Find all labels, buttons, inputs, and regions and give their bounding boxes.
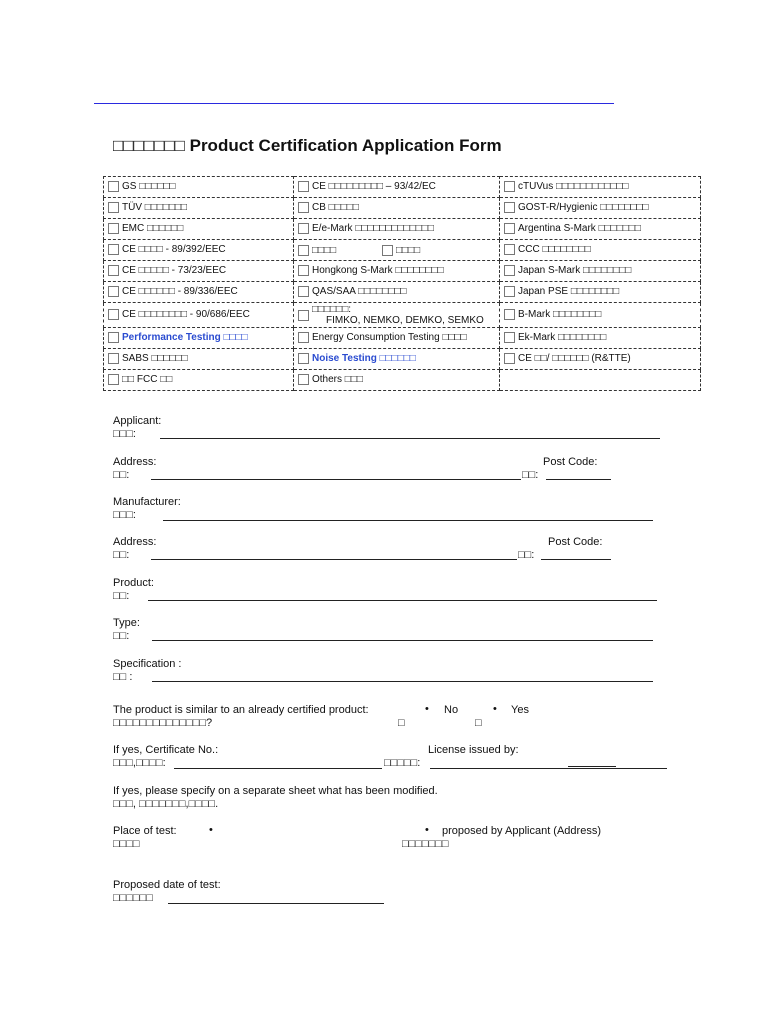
checkbox[interactable]: [504, 223, 515, 234]
checkbox[interactable]: [108, 353, 119, 364]
checkbox[interactable]: [298, 202, 309, 213]
manufacturer-address-label: Address:: [113, 536, 157, 548]
checkbox[interactable]: [298, 332, 309, 343]
option-hongkong-s-mark[interactable]: Hongkong S-Mark □□□□□□□□: [294, 261, 500, 282]
checkbox[interactable]: [298, 265, 309, 276]
option-emc[interactable]: EMC □□□□□□: [104, 219, 294, 240]
applicant-label: Applicant:: [113, 415, 162, 427]
certificate-no-field[interactable]: [174, 768, 382, 769]
checkbox[interactable]: [298, 286, 309, 297]
address-label: Address:: [113, 456, 157, 468]
nordic-marks: FIMKO, NEMKO, DEMKO, SEMKO: [326, 315, 484, 326]
option-pair: [294, 240, 500, 261]
license-issued-underline: [568, 766, 616, 767]
similar-question-cn: □□□□□□□□□□□□□□?: [113, 717, 213, 729]
checkbox[interactable]: [382, 245, 393, 256]
checkbox[interactable]: [504, 181, 515, 192]
manufacturer-label-cn: □□□:: [113, 509, 136, 521]
postcode-label-cn: □□:: [522, 469, 539, 481]
manufacturer-address-label-cn: □□:: [113, 549, 130, 561]
certification-grid: [103, 176, 701, 391]
checkbox[interactable]: [298, 245, 309, 256]
option-gost-r[interactable]: GOST-R/Hygienic □□□□□□□□: [500, 198, 701, 219]
manufacturer-postcode-label: Post Code:: [548, 536, 603, 548]
checkbox[interactable]: [504, 265, 515, 276]
option-ek-mark[interactable]: Ek-Mark □□□□□□□□: [500, 328, 701, 349]
product-field[interactable]: [148, 600, 657, 601]
type-label-cn: □□:: [113, 630, 130, 642]
checkbox[interactable]: [504, 202, 515, 213]
similar-question: The product is similar to an already certified product:: [113, 704, 369, 716]
manufacturer-label: Manufacturer:: [113, 496, 181, 508]
option-ccc[interactable]: CCC □□□□□□□□: [500, 240, 701, 261]
modified-note-cn: □□□, □□□□□□□,□□□□.: [113, 798, 219, 810]
checkbox[interactable]: [108, 202, 119, 213]
option-sabs[interactable]: SABS □□□□□□: [104, 349, 294, 370]
bullet-icon: •: [425, 824, 429, 836]
checkbox[interactable]: [108, 332, 119, 343]
option-ce-ppe[interactable]: CE □□□□□□□□ - 90/686/EEC: [104, 303, 294, 328]
checkbox[interactable]: [504, 286, 515, 297]
option-nordic[interactable]: [294, 303, 500, 328]
checkbox[interactable]: [504, 353, 515, 364]
option-ce-rtte[interactable]: CE □□/ □□□□□□ (R&TTE): [500, 349, 701, 370]
option-ce-machinery[interactable]: CE □□□□ - 89/392/EEC: [104, 240, 294, 261]
checkbox[interactable]: [108, 244, 119, 255]
checkbox[interactable]: [298, 181, 309, 192]
manufacturer-postcode-label-cn: □□:: [518, 549, 535, 561]
option-noise-testing[interactable]: Noise Testing □□□□□□: [294, 349, 500, 370]
option-pair-a[interactable]: □□□□: [298, 245, 382, 256]
page-title: □□□□□□□ Product Certification Application Form: [113, 136, 502, 155]
checkbox[interactable]: [504, 332, 515, 343]
product-label-cn: □□:: [113, 590, 130, 602]
bullet-icon: •: [493, 703, 497, 715]
checkbox[interactable]: [298, 223, 309, 234]
postcode-field[interactable]: [546, 479, 611, 480]
applicant-field[interactable]: [160, 438, 660, 439]
manufacturer-field[interactable]: [163, 520, 653, 521]
option-b-mark[interactable]: B-Mark □□□□□□□□: [500, 303, 701, 328]
checkbox[interactable]: [108, 286, 119, 297]
option-fcc[interactable]: □□ FCC □□: [104, 370, 294, 391]
nordic-label: □□□□□□:: [312, 304, 352, 315]
place-of-test-label-cn: □□□□: [113, 838, 140, 850]
specification-field[interactable]: [152, 681, 653, 682]
license-issued-label: License issued by:: [428, 744, 519, 756]
top-rule: [94, 103, 614, 104]
certificate-no-label: If yes, Certificate No.:: [113, 744, 219, 756]
manufacturer-postcode-field[interactable]: [541, 559, 611, 560]
proposed-date-label-cn: □□□□□□: [113, 892, 153, 904]
place-of-test-label: Place of test:: [113, 825, 177, 837]
option-ce-emc[interactable]: CE □□□□□□ - 89/336/EEC: [104, 282, 294, 303]
bullet-icon: •: [209, 824, 213, 836]
option-qas-saa[interactable]: QAS/SAA □□□□□□□□: [294, 282, 500, 303]
address-label-cn: □□:: [113, 469, 130, 481]
address-field[interactable]: [151, 479, 521, 480]
checkbox[interactable]: [298, 310, 309, 321]
checkbox[interactable]: [108, 223, 119, 234]
checkbox[interactable]: [504, 309, 515, 320]
specification-label-cn: □□ :: [113, 671, 133, 683]
checkbox[interactable]: [108, 374, 119, 385]
option-ctuvus[interactable]: cTUVus □□□□□□□□□□□□: [500, 177, 701, 198]
option-japan-pse[interactable]: Japan PSE □□□□□□□□: [500, 282, 701, 303]
option-pair-b[interactable]: □□□□: [382, 245, 466, 256]
checkbox[interactable]: [504, 244, 515, 255]
option-japan-s-mark[interactable]: Japan S-Mark □□□□□□□□: [500, 261, 701, 282]
option-cb[interactable]: CB □□□□□: [294, 198, 500, 219]
proposed-date-label: Proposed date of test:: [113, 879, 221, 891]
type-label: Type:: [113, 617, 140, 629]
type-field[interactable]: [152, 640, 653, 641]
modified-note: If yes, please specify on a separate sheet what has been modified.: [113, 785, 438, 797]
proposed-date-field[interactable]: [168, 903, 384, 904]
bullet-icon: •: [425, 703, 429, 715]
checkbox[interactable]: [298, 374, 309, 385]
option-performance-testing[interactable]: Performance Testing □□□□: [104, 328, 294, 349]
manufacturer-address-field[interactable]: [151, 559, 517, 560]
checkbox[interactable]: [108, 265, 119, 276]
option-others[interactable]: Others □□□: [294, 370, 500, 391]
empty-cell: [500, 370, 701, 391]
option-argentina-s-mark[interactable]: Argentina S-Mark □□□□□□□: [500, 219, 701, 240]
checkbox[interactable]: [108, 181, 119, 192]
no-option-cn[interactable]: □: [398, 717, 405, 729]
specification-label: Specification :: [113, 658, 182, 670]
checkbox[interactable]: [108, 309, 119, 320]
option-energy-consumption[interactable]: Energy Consumption Testing □□□□: [294, 328, 500, 349]
option-ce-lvd[interactable]: CE □□□□□ - 73/23/EEC: [104, 261, 294, 282]
option-gs[interactable]: GS □□□□□□: [104, 177, 294, 198]
product-label: Product:: [113, 577, 154, 589]
option-e-mark[interactable]: E/e-Mark □□□□□□□□□□□□□: [294, 219, 500, 240]
applicant-label-cn: □□□:: [113, 428, 136, 440]
postcode-label: Post Code:: [543, 456, 598, 468]
proposed-by-applicant-label[interactable]: proposed by Applicant (Address): [442, 825, 601, 837]
certificate-no-label-cn: □□□,□□□□:: [113, 757, 166, 769]
proposed-by-applicant-label-cn[interactable]: □□□□□□□: [402, 838, 449, 850]
checkbox[interactable]: [298, 353, 309, 364]
yes-option-cn[interactable]: □: [475, 717, 482, 729]
license-issued-label-cn: □□□□□:: [384, 757, 421, 769]
license-issued-field[interactable]: [430, 768, 667, 769]
yes-option-label[interactable]: Yes: [511, 704, 529, 716]
option-tuv[interactable]: TÜV □□□□□□□: [104, 198, 294, 219]
option-ce-medical[interactable]: CE □□□□□□□□□ – 93/42/EC: [294, 177, 500, 198]
no-option-label[interactable]: No: [444, 704, 459, 716]
